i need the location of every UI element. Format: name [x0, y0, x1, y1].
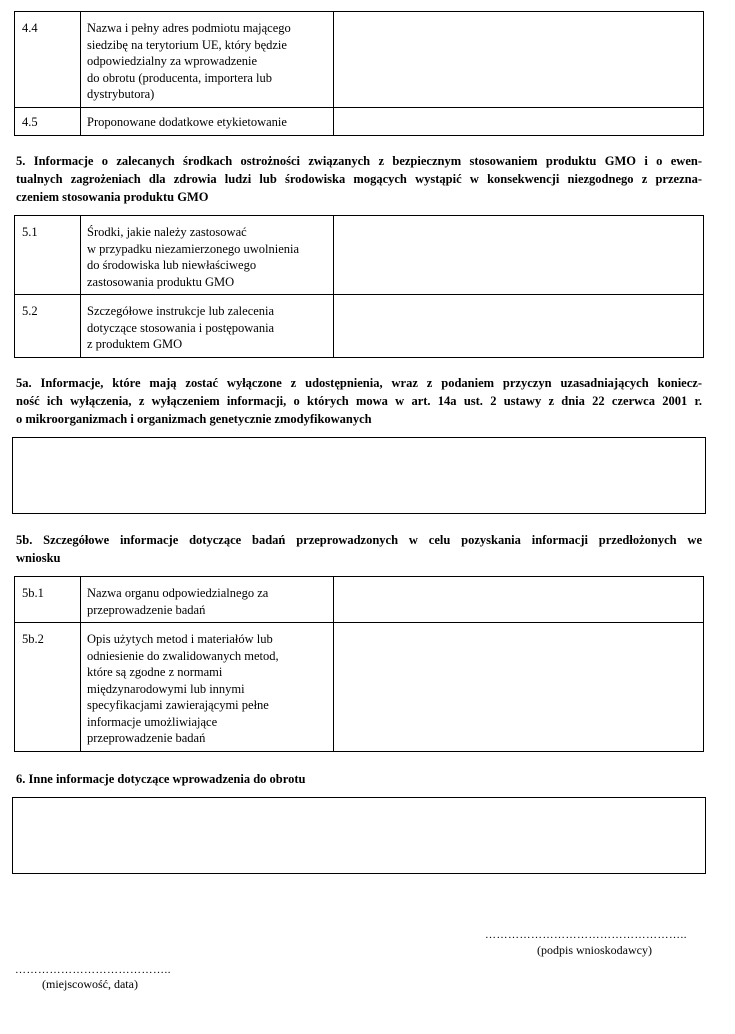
row-label-cell [81, 577, 334, 623]
section-5-heading [16, 152, 702, 206]
row-number-cell [15, 108, 81, 136]
table-row [15, 108, 704, 136]
section-5b-heading [16, 531, 702, 567]
table-row [15, 623, 704, 752]
table-row [15, 12, 704, 108]
section-5a-input-box[interactable] [12, 437, 706, 514]
place-date-label: (miejscowość, data) [42, 977, 138, 991]
row-value[interactable] [334, 12, 703, 24]
heading-line: ność ich wyłączenia, z wyłączeniem informacji, o których mowa w art. 14a ust. 2 ustawy z dnia 22 czerwca 2001 r. [16, 394, 702, 408]
row-value-field[interactable] [334, 216, 704, 295]
heading-line: 5b. Szczegółowe informacje dotyczące badań przeprowadzonych w celu pozyskania informacji przedłożonych we [16, 533, 702, 547]
row-number: 5b.2 [22, 632, 44, 646]
row-label-cell [81, 12, 334, 108]
heading-line: 5. Informacje o zalecanych środkach ostrożności związanych z bezpiecznym stosowaniem produktu GMO i o ewen- [16, 154, 702, 168]
row-label: Opis użytych metod i materiałów lub odniesienie do zwalidowanych metod, które są zgodne z normami międzynarodowymi lub innymi specyfikacjami zawierającymi pełne informacje umożliwiające przeprowadzenie badań [87, 632, 279, 745]
row-label: Proponowane dodatkowe etykietowanie [87, 115, 287, 129]
heading-line: o mikroorganizmach i organizmach genetycznie zmodyfikowanych [16, 412, 372, 426]
row-number: 5.2 [22, 304, 38, 318]
row-number-cell [15, 295, 81, 358]
row-value-field[interactable] [334, 108, 704, 136]
row-number: 5b.1 [22, 586, 44, 600]
section-5a-value[interactable] [13, 438, 705, 450]
heading-line: 5a. Informacje, które mają zostać wyłączone z udostępnienia, wraz z podaniem przyczyn uzasadniających koniecz- [16, 376, 702, 390]
row-value[interactable] [334, 108, 703, 120]
row-label-cell [81, 216, 334, 295]
row-value-field[interactable] [334, 12, 704, 108]
row-label-cell [81, 108, 334, 136]
row-number: 5.1 [22, 225, 38, 239]
heading-line: wniosku [16, 551, 61, 565]
table-row [15, 295, 704, 358]
row-label: Szczegółowe instrukcje lub zalecenia dotyczące stosowania i postępowania z produktem GMO [87, 304, 275, 351]
row-number-cell [15, 216, 81, 295]
table-row [15, 577, 704, 623]
section-6-input-box[interactable] [12, 797, 706, 874]
section-5a-heading [16, 374, 702, 428]
row-number: 4.4 [22, 21, 38, 35]
row-number: 4.5 [22, 115, 38, 129]
row-value[interactable] [334, 216, 703, 228]
row-label-cell [81, 623, 334, 752]
table-row [15, 216, 704, 295]
signature-line[interactable]: …………………………………………….. [485, 929, 687, 941]
table-section-5b [14, 576, 704, 752]
row-value-field[interactable] [334, 623, 704, 752]
row-label: Środki, jakie należy zastosować w przypadku niezamierzonego uwolnienia do środowiska lub niewłaściwego zastosowania produktu GMO [87, 225, 300, 289]
section-6-heading [16, 770, 702, 788]
heading-line: czeniem stosowania produktu GMO [16, 190, 209, 204]
place-date-line[interactable]: ………………………………….. [15, 964, 171, 976]
table-section-5 [14, 215, 704, 358]
heading-line: 6. Inne informacje dotyczące wprowadzenia do obrotu [16, 772, 306, 786]
row-label: Nazwa organu odpowiedzialnego za przeprowadzenie badań [87, 586, 269, 617]
table-section-4 [14, 11, 704, 136]
row-label-cell [81, 295, 334, 358]
row-number-cell [15, 577, 81, 623]
heading-line: tualnych zagrożeniach dla zdrowia ludzi lub środowiska mogących wystąpić w konsekwencji niezgodnego z przezna- [16, 172, 702, 186]
section-6-value[interactable] [13, 798, 705, 810]
row-number-cell [15, 623, 81, 752]
row-value-field[interactable] [334, 295, 704, 358]
row-value-field[interactable] [334, 577, 704, 623]
signature-label: (podpis wnioskodawcy) [537, 943, 652, 957]
row-value[interactable] [334, 295, 703, 307]
row-number-cell [15, 12, 81, 108]
row-label: Nazwa i pełny adres podmiotu mającego siedzibę na terytorium UE, który będzie odpowiedzialny za wprowadzenie do obrotu (producenta, importera lub dystrybutora) [87, 21, 291, 101]
row-value[interactable] [334, 623, 703, 635]
row-value[interactable] [334, 577, 703, 589]
